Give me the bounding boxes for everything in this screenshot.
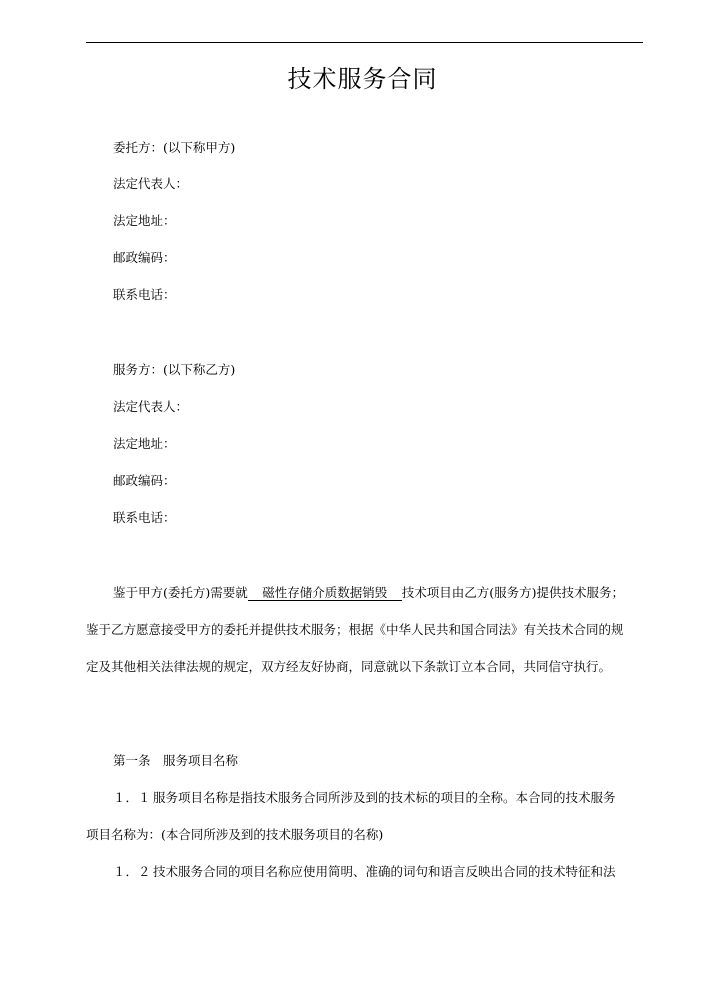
clause-1-2-number: １．２ [113,864,151,879]
preamble-after: 技术项目由乙方(服务方)提供技术服务； [401,585,625,600]
clause-1-1-number: １．１ [113,790,151,805]
project-name-blank: 磁性存储介质数据销毁 [248,585,402,601]
party-b-phone: 联系电话： [113,510,176,525]
party-a-header: 委托方：(以下称甲方) [113,140,236,155]
top-rule [86,42,643,43]
clause-1-1-line-1 [113,789,616,807]
party-a-phone: 联系电话： [113,287,176,302]
clause-1-1-line-2: 项目名称为：(本合同所涉及到的技术服务项目的名称) [86,827,384,842]
clause-1-2-text: 技术服务合同的项目名称应使用简明、准确的词句和语言反映出合同的技术特征和法 [153,864,616,879]
party-a-address: 法定地址： [113,213,176,228]
preamble-before: 鉴于甲方(委托方)需要就 [113,585,248,600]
preamble-line-1 [113,584,624,602]
preamble-line-2: 鉴于乙方愿意接受甲方的委托并提供技术服务；根据《中华人民共和国合同法》有关技术合同的规 [86,622,624,637]
party-b-postcode: 邮政编码： [113,473,176,488]
party-a-rep: 法定代表人： [113,176,189,191]
party-b-rep: 法定代表人： [113,399,189,414]
preamble-line-3: 定及其他相关法律法规的规定，双方经友好协商，同意就以下条款订立本合同，共同信守执行。 [86,659,612,674]
party-a-postcode: 邮政编码： [113,250,176,265]
party-b-address: 法定地址： [113,436,176,451]
party-b-header: 服务方：(以下称乙方) [113,362,236,377]
article-1-heading: 第一条 服务项目名称 [113,753,239,768]
clause-1-1-text: 服务项目名称是指技术服务合同所涉及到的技术标的项目的全称。本合同的技术服务 [153,790,616,805]
document-title: 技术服务合同 [287,65,438,93]
clause-1-2-line-1 [113,863,616,881]
